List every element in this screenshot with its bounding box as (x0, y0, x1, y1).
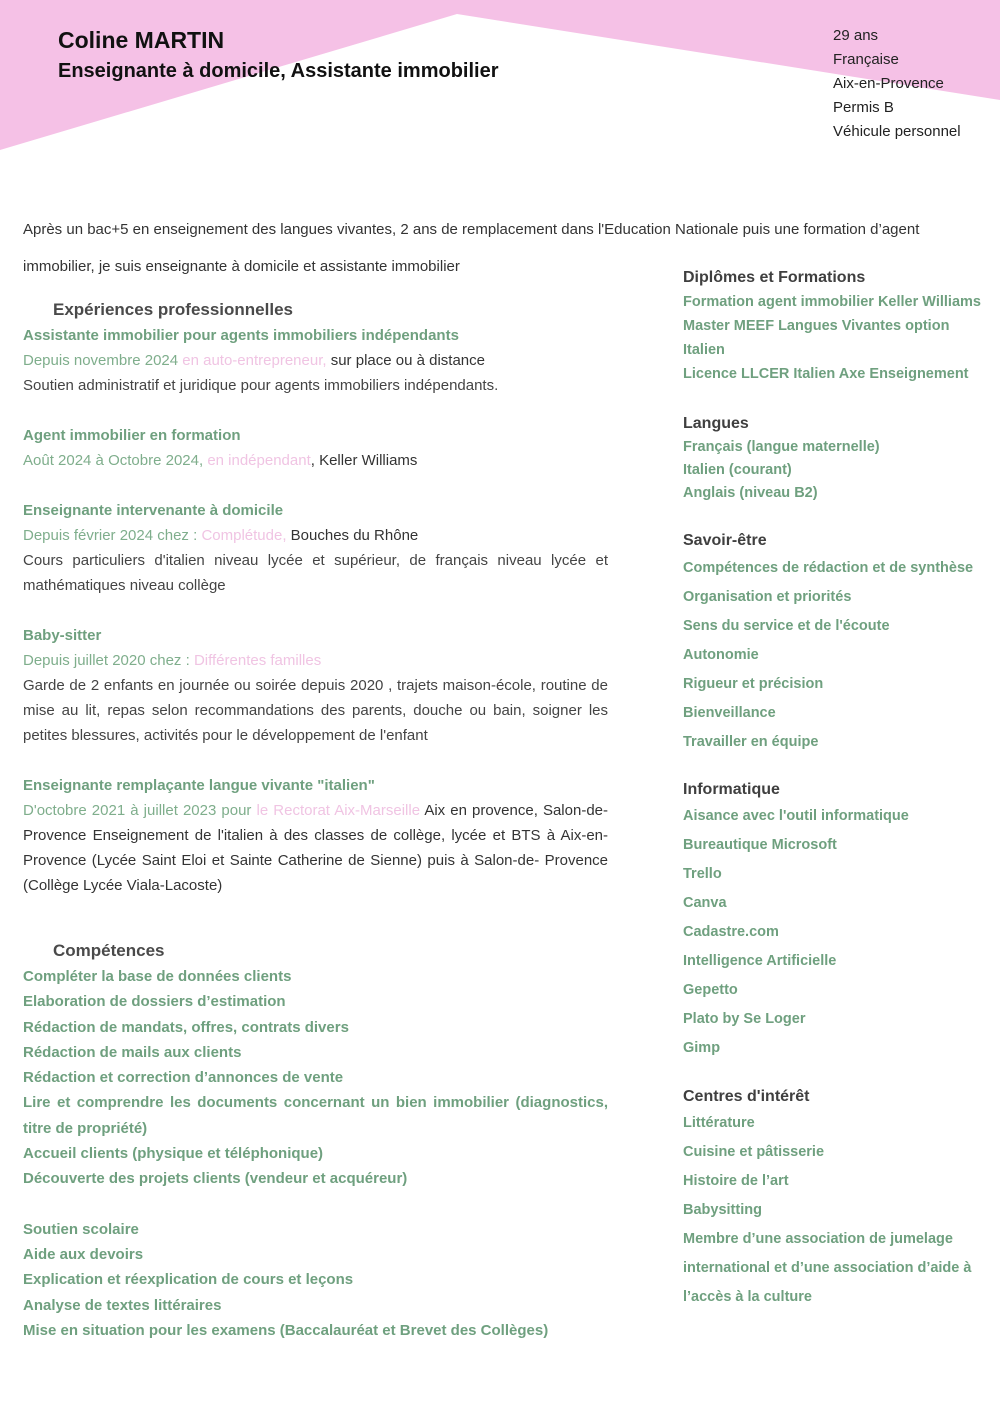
experience-employer: en indépendant (207, 452, 311, 469)
interest-item: Cuisine et pâtisserie (683, 1144, 825, 1160)
experience-title: Baby-sitter (23, 627, 102, 644)
experience-date: D'octobre 2021 à juillet 2023 pour (23, 802, 257, 819)
soft-skill-item: Rigueur et précision (683, 675, 824, 692)
interest-item: Babysitting (683, 1202, 762, 1218)
languages-section (683, 412, 983, 505)
skill-item: Analyse de textes littéraires (23, 1296, 222, 1314)
profile-summary: Après un bac+5 en enseignement des langues vivantes, 2 ans de remplacement dans l'Education Nationale puis une formation d’agent immobilier, je suis enseignante à domicile et assistante immobilier (23, 221, 920, 275)
it-item: Canva (683, 895, 727, 911)
experience-meta (23, 448, 608, 473)
experience-title: Enseignante remplaçante langue vivante "italien" (23, 777, 375, 794)
skill-item: Découverte des projets clients (vendeur et acquéreur) (23, 1170, 408, 1188)
personal-info (833, 24, 961, 144)
skill-item: Accueil clients (physique et téléphonique) (23, 1145, 324, 1163)
candidate-title: Enseignante à domicile, Assistante immobilier (58, 60, 499, 82)
info-age: 29 ans (833, 27, 879, 44)
experience-location: Bouches du Rhône (290, 527, 419, 544)
education-item: Master MEEF Langues Vivantes option Italien (683, 318, 950, 358)
skills-heading: Compétences (53, 941, 165, 960)
language-item: Français (langue maternelle) (683, 439, 880, 455)
soft-skill-item: Organisation et priorités (683, 588, 852, 605)
experience-title: Enseignante intervenante à domicile (23, 502, 284, 519)
experience-meta (23, 523, 608, 548)
it-item: Aisance avec l'outil informatique (683, 808, 909, 824)
experience-employer: en auto-entrepreneur, (182, 352, 331, 369)
experience-title: Assistante immobilier pour agents immobiliers indépendants (23, 327, 459, 344)
education-section (683, 266, 983, 386)
skill-item: Compléter la base de données clients (23, 968, 292, 985)
skill-item: Lire et comprendre les documents concernant un bien immobilier (diagnostics, titre de propriété) (23, 1094, 608, 1137)
experience-location: , Keller Williams (310, 452, 418, 469)
interest-item: Membre d’une association de jumelage international et d’une association d’aide à l’accès à la culture (683, 1231, 972, 1305)
it-item: Cadastre.com (683, 924, 779, 940)
experience-list (23, 323, 608, 898)
candidate-name: Coline MARTIN (58, 27, 225, 53)
interest-item: Histoire de l’art (683, 1173, 789, 1189)
skill-item: Mise en situation pour les examens (Baccalauréat et Brevet des Collèges) (23, 1321, 549, 1339)
experience-location: Aix en provence, Salon-de-Provence Enseignement de l'italien à des classes de collège, lycée et BTS à Aix-en-Provence (Lycée Saint Eloi et Sainte Catherine de Sienne) puis à Salon-de- Provence (Collège Lycée Viala-Lacoste) (23, 802, 608, 894)
experience-heading: Expériences professionnelles (53, 300, 293, 319)
experience-item (23, 498, 608, 598)
it-item: Intelligence Artificielle (683, 953, 837, 969)
it-item: Bureautique Microsoft (683, 837, 837, 853)
skill-item: Rédaction de mails aux clients (23, 1043, 242, 1061)
experience-meta (23, 798, 608, 898)
education-heading: Diplômes et Formations (683, 269, 866, 286)
it-heading: Informatique (683, 781, 780, 798)
soft-skill-item: Bienveillance (683, 704, 776, 721)
skills-teaching-list (23, 1217, 608, 1343)
education-item: Licence LLCER Italien Axe Enseignement (683, 366, 969, 382)
experience-location: sur place ou à distance (330, 352, 485, 369)
experience-employer: Complétude, (201, 527, 291, 544)
experience-item (23, 623, 608, 748)
experience-description: Garde de 2 enfants en journée ou soirée depuis 2020 , trajets maison-école, routine de mise au lit, repas selon recommandations des parents, douche ou bain, soigner les petites blessures, activités pour le développement de l'enfant (23, 677, 608, 744)
experience-employer: Différentes familles (193, 652, 322, 669)
left-column (23, 297, 608, 1343)
skill-item: Soutien scolaire (23, 1220, 139, 1238)
soft-skill-item: Autonomie (683, 646, 759, 663)
experience-date: Depuis février 2024 chez : (23, 527, 202, 544)
experience-employer: le Rectorat Aix-Marseille (256, 802, 421, 819)
experience-item (23, 773, 608, 898)
experience-item (23, 423, 608, 473)
soft-skills-list (683, 553, 983, 756)
experience-meta (23, 648, 608, 673)
it-list (683, 802, 983, 1063)
skill-item: Aide aux devoirs (23, 1245, 144, 1263)
language-item: Italien (courant) (683, 462, 792, 478)
info-license: Permis B (833, 99, 894, 116)
interests-section (683, 1085, 983, 1312)
it-item: Gepetto (683, 982, 738, 998)
soft-skills-heading: Savoir-être (683, 532, 767, 549)
info-city: Aix-en-Provence (833, 75, 944, 92)
skills-real-estate-list (23, 964, 608, 1192)
experience-date: Depuis novembre 2024 (23, 352, 183, 369)
language-item: Anglais (niveau B2) (683, 485, 818, 501)
languages-heading: Langues (683, 415, 749, 432)
interest-item: Littérature (683, 1115, 755, 1131)
sidebar (683, 266, 983, 1330)
soft-skill-item: Travailler en équipe (683, 733, 819, 750)
skill-item: Rédaction et correction d’annonces de vente (23, 1069, 344, 1087)
experience-description: Cours particuliers d'italien niveau lycée et supérieur, de français niveau lycée et mathématiques niveau collège (23, 552, 608, 594)
experience-title: Agent immobilier en formation (23, 427, 241, 444)
experience-meta (23, 348, 608, 373)
it-section (683, 778, 983, 1063)
experience-date: Août 2024 à Octobre 2024, (23, 452, 208, 469)
soft-skill-item: Sens du service et de l'écoute (683, 617, 890, 634)
experience-item (23, 323, 608, 398)
it-item: Plato by Se Loger (683, 1011, 806, 1027)
interests-list (683, 1109, 983, 1312)
info-vehicle: Véhicule personnel (833, 123, 961, 140)
skill-item: Rédaction de mandats, offres, contrats divers (23, 1018, 349, 1036)
skill-item: Explication et réexplication de cours et leçons (23, 1271, 354, 1289)
it-item: Trello (683, 866, 722, 882)
soft-skills-section (683, 529, 983, 756)
info-nationality: Française (833, 51, 899, 68)
soft-skill-item: Compétences de rédaction et de synthèse (683, 559, 974, 576)
interests-heading: Centres d'intérêt (683, 1088, 810, 1105)
education-item: Formation agent immobilier Keller Williams (683, 294, 981, 310)
skill-item: Elaboration de dossiers d’estimation (23, 993, 286, 1011)
experience-description: Soutien administratif et juridique pour agents immobiliers indépendants. (23, 377, 499, 394)
experience-date: Depuis juillet 2020 chez : (23, 652, 194, 669)
it-item: Gimp (683, 1040, 721, 1056)
